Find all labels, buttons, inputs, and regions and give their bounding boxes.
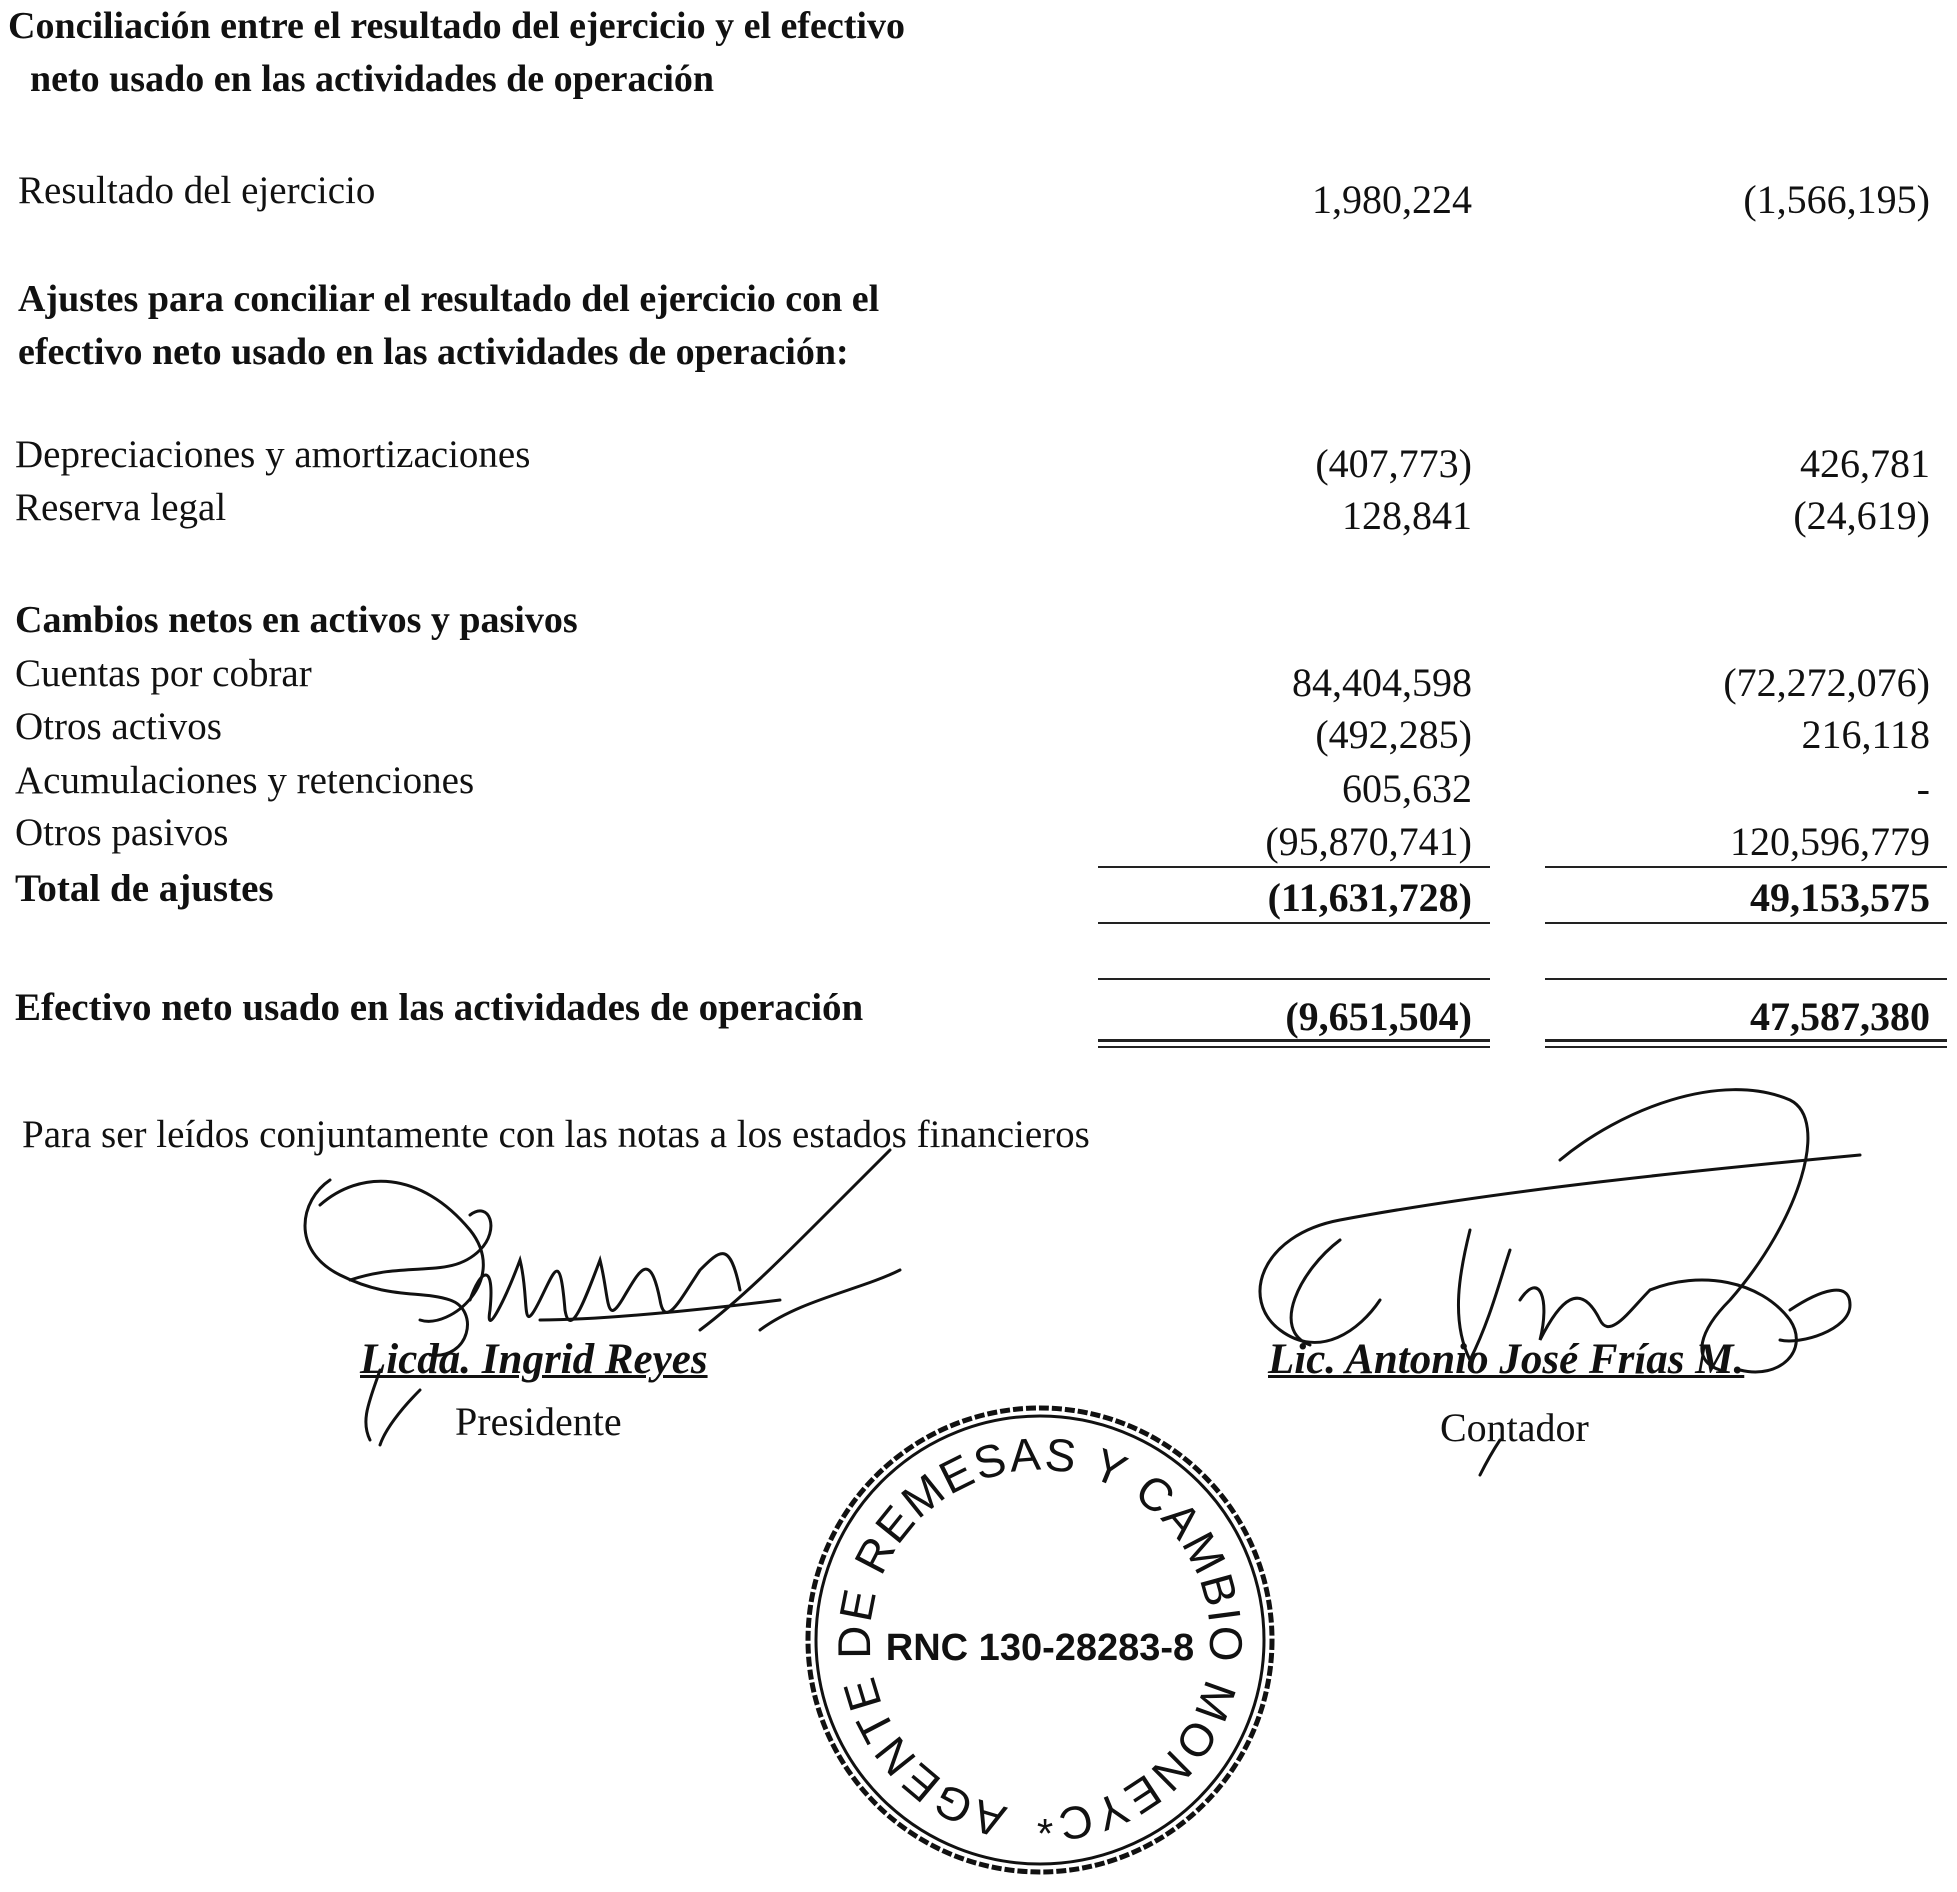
value-reserva-col2: (24,619) [1793, 493, 1930, 538]
value-resultado-col2: (1,566,195) [1743, 177, 1930, 222]
page-title-line-1: Conciliación entre el resultado del ejercicio y el efectivo [8, 5, 905, 47]
section-heading-cambios: Cambios netos en activos y pasivos [15, 599, 578, 641]
signature-name-right: Lic. Antonio José Frías M. [1268, 1336, 1745, 1383]
row-label-efectivo-neto: Efectivo neto usado en las actividades de operación [15, 986, 864, 1029]
value-otros-pasivos-col1: (95,870,741) [1265, 819, 1472, 864]
value-cuentas-col1: 84,404,598 [1292, 660, 1472, 705]
signature-role-right: Contador [1440, 1405, 1589, 1450]
value-resultado-col1: 1,980,224 [1312, 177, 1472, 222]
row-label-otros-pasivos: Otros pasivos [15, 811, 229, 854]
value-depreciaciones-col1: (407,773) [1315, 441, 1472, 486]
page-title-line-2: neto usado en las actividades de operación [30, 58, 715, 100]
seal-ring-text: AGENTE DE REMESAS Y CAMBIO MONEYCORPS, I.R.S.A [781, 1378, 1253, 1852]
value-otros-activos-col1: (492,285) [1315, 712, 1472, 757]
section-heading-ajustes-line-2: efectivo neto usado en las actividades de operación: [18, 331, 849, 373]
value-acumulaciones-col2: - [1916, 766, 1930, 811]
value-depreciaciones-col2: 426,781 [1800, 441, 1930, 486]
seal-center-text: RNC 130-28283-8 [885, 1627, 1195, 1669]
value-cuentas-col2: (72,272,076) [1723, 660, 1930, 705]
row-label-total-ajustes: Total de ajustes [15, 867, 274, 910]
value-reserva-col1: 128,841 [1342, 493, 1472, 538]
svg-text:AGENTE DE REMESAS Y CAMBIO MON [781, 1378, 1252, 1852]
signature-name-left: Licda. Ingrid Reyes [360, 1336, 708, 1383]
row-label-reserva: Reserva legal [15, 486, 227, 529]
value-total-ajustes-col2: 49,153,575 [1750, 875, 1930, 920]
value-otros-pasivos-col2: 120,596,779 [1730, 819, 1930, 864]
row-label-resultado: Resultado del ejercicio [18, 169, 376, 212]
signature-role-left: Presidente [455, 1399, 622, 1444]
company-seal [781, 1378, 1280, 1880]
seal-star: * [1036, 1810, 1054, 1857]
row-label-otros-activos: Otros activos [15, 705, 222, 748]
value-acumulaciones-col1: 605,632 [1342, 766, 1472, 811]
footnote: Para ser leídos conjuntamente con las notas a los estados financieros [22, 1113, 1090, 1156]
row-label-depreciaciones: Depreciaciones y amortizaciones [15, 433, 531, 476]
section-heading-ajustes-line-1: Ajustes para conciliar el resultado del ejercicio con el [18, 278, 880, 320]
value-total-ajustes-col1: (11,631,728) [1267, 875, 1472, 920]
value-efectivo-neto-col1: (9,651,504) [1285, 994, 1472, 1039]
value-efectivo-neto-col2: 47,587,380 [1750, 994, 1930, 1039]
row-label-acumulaciones: Acumulaciones y retenciones [15, 759, 475, 802]
row-label-cuentas: Cuentas por cobrar [15, 652, 312, 695]
value-otros-activos-col2: 216,118 [1801, 712, 1930, 757]
